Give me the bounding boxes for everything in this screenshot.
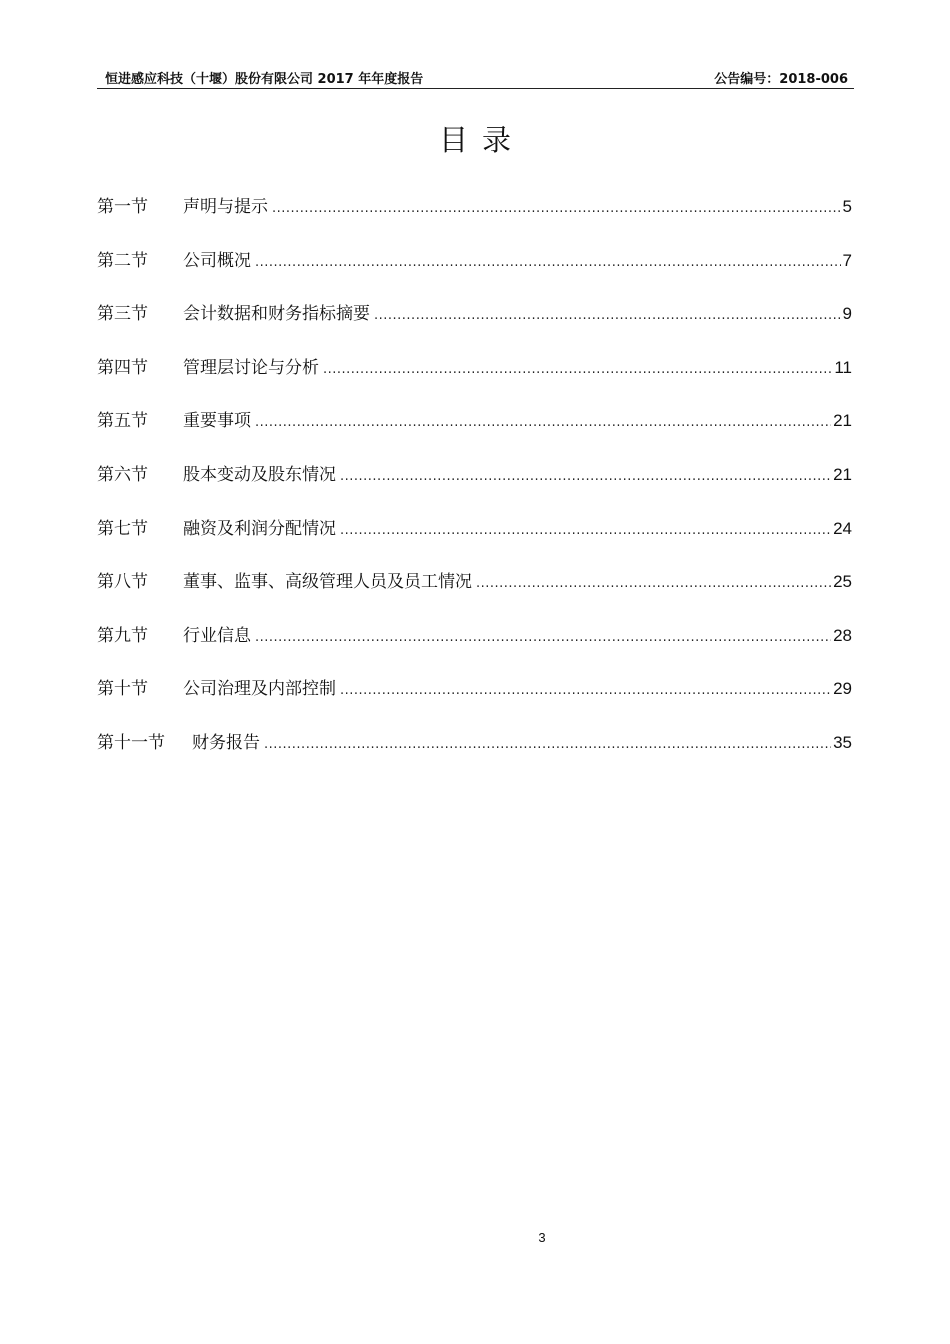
- toc-page-number: 21: [833, 411, 852, 431]
- toc-section-title: 管理层讨论与分析: [183, 357, 319, 378]
- toc-entry[interactable]: [97, 726, 852, 780]
- toc-leader-dots: [272, 192, 841, 226]
- page-header: [97, 66, 854, 89]
- toc-section-title: 融资及利润分配情况: [183, 518, 336, 539]
- toc-section-number: 第十节: [97, 679, 148, 700]
- toc-page-number: 25: [833, 572, 852, 592]
- toc-leader-dots: [255, 621, 831, 655]
- toc-section-title: 财务报告: [192, 732, 260, 753]
- toc-section-title: 行业信息: [183, 625, 251, 646]
- toc-entry[interactable]: [97, 244, 852, 298]
- toc-page-number: 29: [833, 679, 852, 699]
- toc-entry[interactable]: [97, 512, 852, 566]
- toc-leader-dots: [476, 567, 831, 601]
- toc-section-title: 公司治理及内部控制: [183, 679, 336, 700]
- table-of-contents: [97, 190, 852, 780]
- toc-leader-dots: [340, 460, 831, 494]
- toc-section-number: 第五节: [97, 411, 148, 432]
- toc-section-number: 第八节: [97, 572, 148, 593]
- toc-entry[interactable]: [97, 619, 852, 673]
- toc-entry[interactable]: [97, 458, 852, 512]
- toc-page-number: 28: [833, 625, 852, 645]
- toc-section-number: 第四节: [97, 357, 148, 378]
- toc-leader-dots: [264, 728, 831, 762]
- toc-entry[interactable]: [97, 404, 852, 458]
- toc-section-title: 董事、监事、高级管理人员及员工情况: [183, 572, 472, 593]
- toc-section-title: 股本变动及股东情况: [183, 464, 336, 485]
- toc-entry[interactable]: [97, 672, 852, 726]
- announcement-number: 公告编号：2018-006: [714, 72, 848, 87]
- page-number: 3: [538, 1230, 546, 1245]
- toc-section-number: 第二节: [97, 250, 148, 271]
- toc-page-number: 7: [842, 250, 852, 270]
- toc-section-title: 重要事项: [183, 411, 251, 432]
- toc-leader-dots: [323, 353, 832, 387]
- toc-section-number: 第十一节: [97, 732, 165, 753]
- toc-page-number: 5: [842, 197, 852, 216]
- toc-page-number: 9: [842, 304, 852, 324]
- toc-entry[interactable]: [97, 297, 852, 351]
- toc-entry[interactable]: [97, 190, 852, 244]
- toc-section-number: 第九节: [97, 625, 148, 646]
- toc-leader-dots: [255, 246, 841, 280]
- toc-section-number: 第一节: [97, 197, 148, 217]
- toc-leader-dots: [340, 514, 831, 548]
- toc-section-title: 声明与提示: [183, 197, 268, 217]
- toc-leader-dots: [340, 674, 831, 708]
- toc-page-number: 11: [834, 357, 852, 377]
- page-title: 目录: [438, 123, 525, 157]
- toc-entry[interactable]: [97, 565, 852, 619]
- toc-leader-dots: [255, 406, 831, 440]
- toc-section-number: 第三节: [97, 304, 148, 325]
- toc-section-number: 第七节: [97, 518, 148, 539]
- toc-leader-dots: [374, 299, 841, 333]
- toc-entry[interactable]: [97, 351, 852, 405]
- toc-section-title: 公司概况: [183, 250, 251, 271]
- toc-section-title: 会计数据和财务指标摘要: [183, 304, 370, 325]
- toc-page-number: 35: [833, 732, 852, 752]
- toc-page-number: 21: [833, 464, 852, 484]
- toc-page-number: 24: [833, 518, 852, 538]
- report-title-header: 恒进感应科技（十堰）股份有限公司 2017 年年度报告: [105, 72, 424, 87]
- toc-section-number: 第六节: [97, 464, 148, 485]
